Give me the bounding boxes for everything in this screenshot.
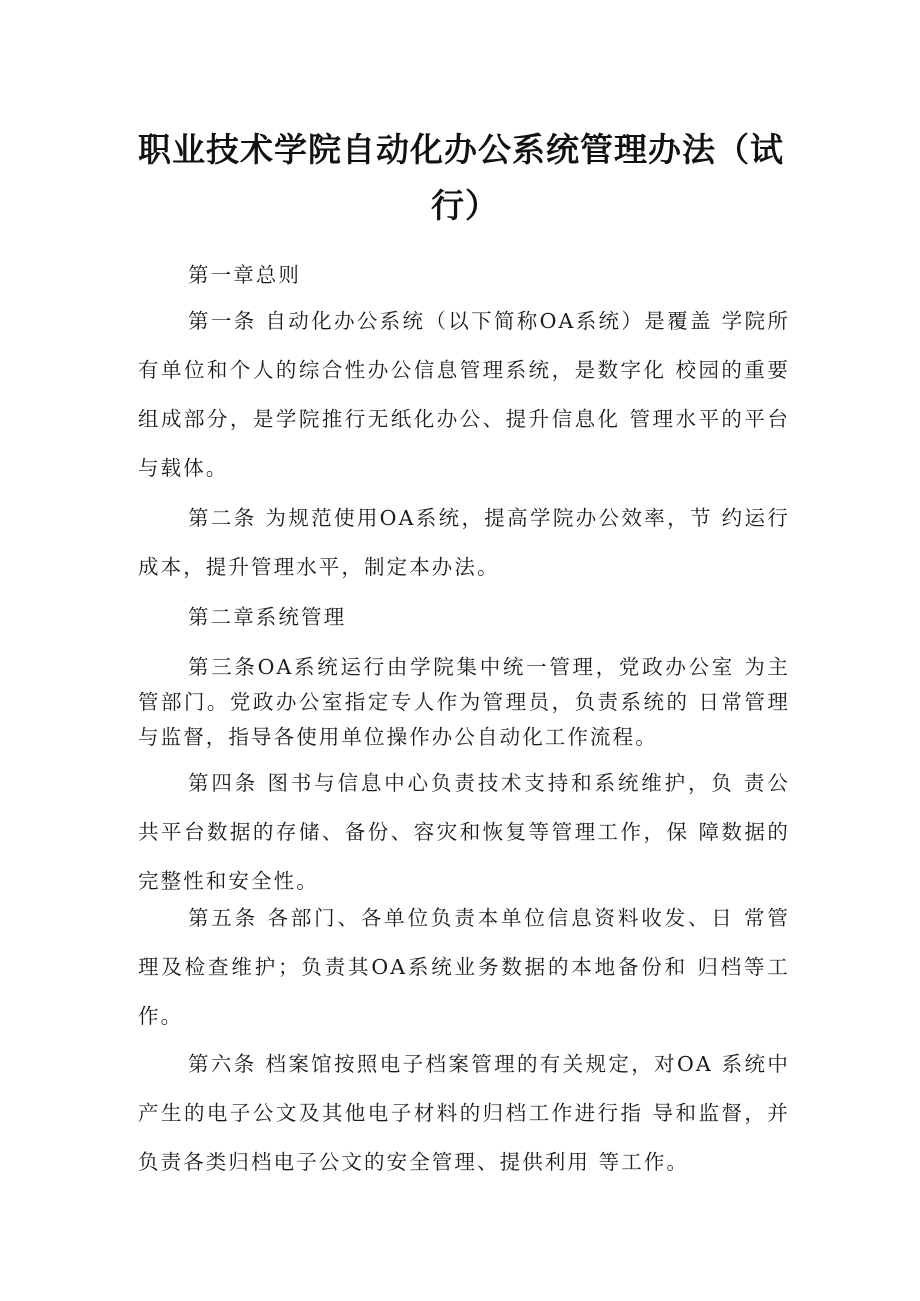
chapter-2-heading: 第二章系统管理 bbox=[188, 605, 347, 629]
title-line-1: 职业技术学院自动化办公系统管理办法（试 bbox=[138, 130, 784, 169]
article-1: 第一条 自动化办公系统（以下简称OA系统）是覆盖 学院所有单位和个人的综合性办公信息管理系统，是数字化 校园的重要组成部分，是学院推行无纸化办公、提升信息化 管理水平的平台与载体。 bbox=[138, 309, 790, 480]
article-3: 第三条OA系统运行由学院集中统一管理，党政办公室 为主管部门。党政办公室指定专人作为管理员，负责系统的 日常管理与监督，指导各使用单位操作办公自动化工作流程。 bbox=[138, 655, 790, 749]
title-line-2: 行） bbox=[431, 186, 499, 225]
article-6: 第六条 档案馆按照电子档案管理的有关规定，对OA 系统中产生的电子公文及其他电子材料的归档工作进行指 导和监督，并负责各类归档电子公文的安全管理、提供利用 等工作。 bbox=[138, 1052, 790, 1174]
document-title bbox=[138, 122, 788, 234]
article-2: 第二条 为规范使用OA系统，提高学院办公效率，节 约运行成本，提升管理水平，制定本办法。 bbox=[138, 506, 790, 579]
article-4: 第四条 图书与信息中心负责技术支持和系统维护，负 责公共平台数据的存储、备份、容灾和恢复等管理工作，保 障数据的完整性和安全性。 bbox=[138, 771, 790, 893]
article-5: 第五条 各部门、各单位负责本单位信息资料收发、日 常管理及检查维护；负责其OA系统业务数据的本地备份和 归档等工作。 bbox=[138, 906, 790, 1028]
chapter-1-heading: 第一章总则 bbox=[188, 263, 301, 287]
